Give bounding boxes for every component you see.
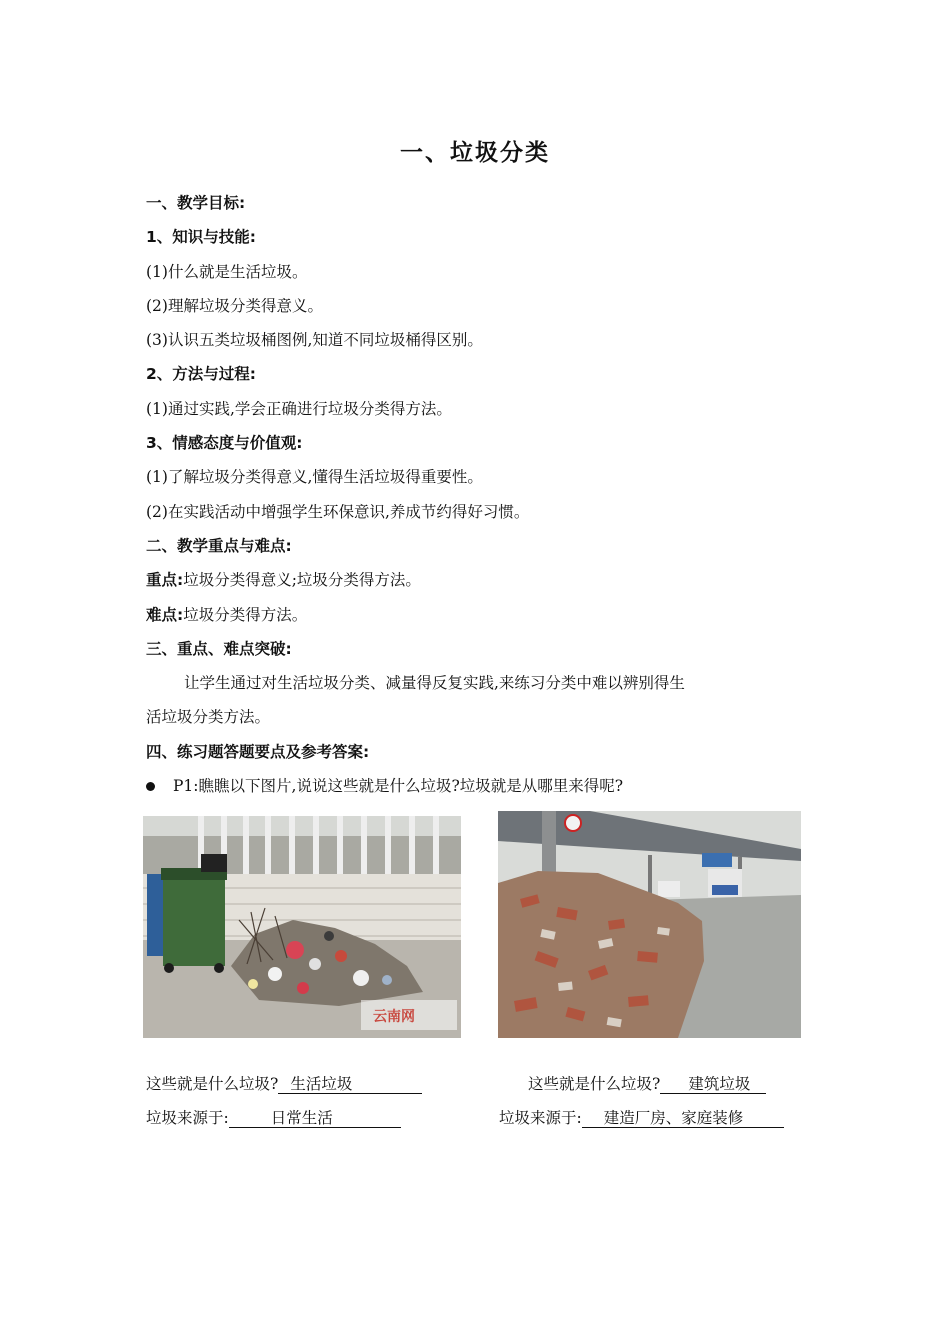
document-body — [146, 186, 811, 803]
difficulty-line — [146, 598, 811, 632]
exercise-item — [146, 769, 811, 803]
list-item: (2)在实践活动中增强学生环保意识,养成节约得好习惯。 — [146, 502, 530, 521]
key-point-line — [146, 563, 811, 597]
page-title: 一、垃圾分类 — [400, 140, 550, 166]
left-question-answer: 生活垃圾 — [278, 1075, 422, 1094]
right-source-answer: 建造厂房、家庭装修 — [582, 1109, 784, 1128]
left-source-line — [146, 1106, 401, 1128]
difficulty-text: 垃圾分类得方法。 — [183, 605, 308, 624]
section-heading-objectives: 一、教学目标: — [146, 194, 246, 212]
bullet-icon — [146, 782, 155, 791]
list-item: (1)通过实践,学会正确进行垃圾分类得方法。 — [146, 399, 452, 418]
list-item: (1)什么就是生活垃圾。 — [146, 262, 308, 281]
right-source-line — [499, 1106, 784, 1128]
key-point-label: 重点: — [146, 571, 184, 590]
difficulty-label: 难点: — [146, 605, 184, 624]
list-item: (3)认识五类垃圾桶图例,知道不同垃圾桶得区别。 — [146, 331, 483, 350]
paragraph-line: 让学生通过对生活垃圾分类、减量得反复实践,来练习分类中难以辨别得生 — [184, 674, 685, 693]
list-item: (1)了解垃圾分类得意义,懂得生活垃圾得重要性。 — [146, 468, 483, 487]
right-question-line — [528, 1072, 766, 1094]
paragraph-line: 活垃圾分类方法。 — [146, 708, 271, 727]
right-question-answer: 建筑垃圾 — [660, 1075, 766, 1094]
exercise-text: P1:瞧瞧以下图片,说说这些就是什么垃圾?垃圾就是从哪里来得呢? — [173, 777, 624, 796]
section-heading-breakthrough: 三、重点、难点突破: — [146, 639, 292, 658]
photo-watermark: 云南网 — [373, 1009, 415, 1025]
left-source-label: 垃圾来源于: — [146, 1109, 229, 1127]
left-question-label: 这些就是什么垃圾? — [146, 1075, 279, 1093]
left-question-line — [146, 1072, 422, 1094]
subheading-attitude-values: 3、情感态度与价值观: — [146, 434, 303, 453]
household-garbage-photo — [143, 816, 461, 1038]
list-item: (2)理解垃圾分类得意义。 — [146, 296, 323, 315]
subheading-method-process: 2、方法与过程: — [146, 365, 256, 384]
subheading-knowledge-skills: 1、知识与技能: — [146, 228, 256, 247]
right-source-label: 垃圾来源于: — [499, 1109, 582, 1127]
key-point-text: 垃圾分类得意义;垃圾分类得方法。 — [183, 571, 421, 590]
right-question-label: 这些就是什么垃圾? — [528, 1075, 661, 1093]
section-heading-exercises: 四、练习题答题要点及参考答案: — [146, 742, 370, 761]
left-source-answer: 日常生活 — [229, 1109, 401, 1128]
construction-debris-photo — [498, 811, 801, 1038]
section-heading-key-points: 二、教学重点与难点: — [146, 536, 292, 555]
